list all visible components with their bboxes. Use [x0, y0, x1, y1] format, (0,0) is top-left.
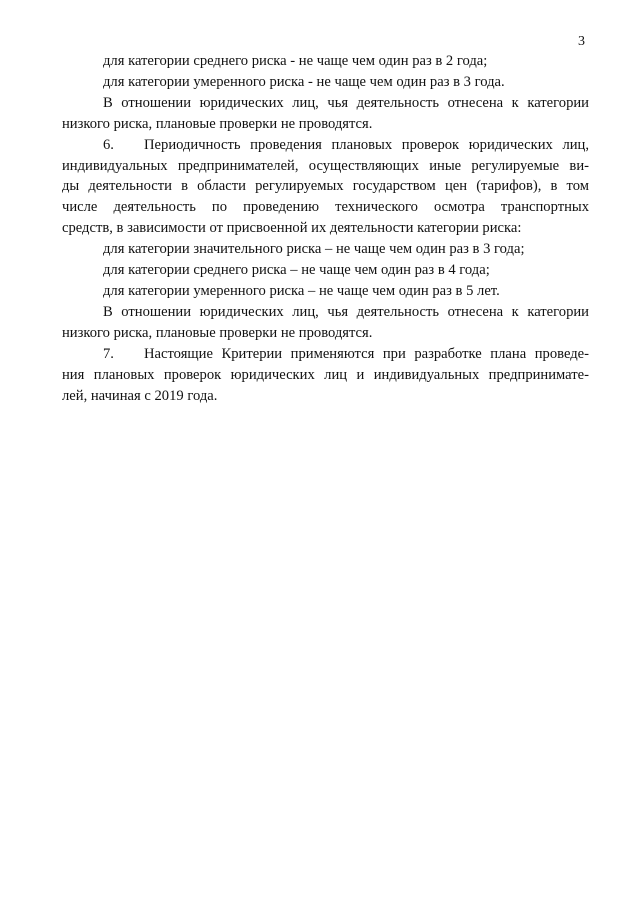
text-line: ды деятельности в области регулируемых государством цен (тарифов), в том [62, 178, 589, 195]
text-line: средств, в зависимости от присвоенной их деятельности категории риска: [62, 220, 522, 237]
text-line: для категории умеренного риска - не чаще чем один раз в 3 года. [103, 73, 505, 90]
item-number: 6. [103, 136, 114, 153]
paragraph-6-first-line [62, 135, 589, 156]
text-line: низкого риска, плановые проверки не проводятся. [62, 324, 373, 341]
text-line: для категории среднего риска – не чаще чем один раз в 4 года; [103, 262, 490, 279]
text-line: В отношении юридических лиц, чья деятельность отнесена к категории [103, 94, 589, 111]
text-line: В отношении юридических лиц, чья деятельность отнесена к категории [103, 303, 589, 320]
text-line: лей, начиная с 2019 года. [62, 387, 218, 404]
text-line: ния плановых проверок юридических лиц и индивидуальных предпринимате- [62, 366, 589, 383]
text-line: для категории среднего риска - не чаще чем один раз в 2 года; [103, 53, 488, 69]
text-line: для категории значительного риска – не чаще чем один раз в 3 года; [103, 241, 525, 258]
text-line: Настоящие Критерии применяются при разработке плана проведе- [144, 345, 589, 362]
item-number: 7. [103, 345, 114, 362]
text-line: Периодичность проведения плановых проверок юридических лиц, [144, 136, 589, 153]
text-line: низкого риска, плановые проверки не проводятся. [62, 115, 373, 132]
paragraph-7-first-line [62, 344, 589, 365]
text-line: числе деятельность по проведению технического осмотра транспортных [62, 199, 589, 216]
text-line: индивидуальных предпринимателей, осуществляющих иные регулируемые ви- [62, 157, 589, 174]
text-line: для категории умеренного риска – не чаще чем один раз в 5 лет. [103, 282, 500, 299]
document-body [62, 51, 589, 406]
page-number: 3 [578, 34, 585, 49]
